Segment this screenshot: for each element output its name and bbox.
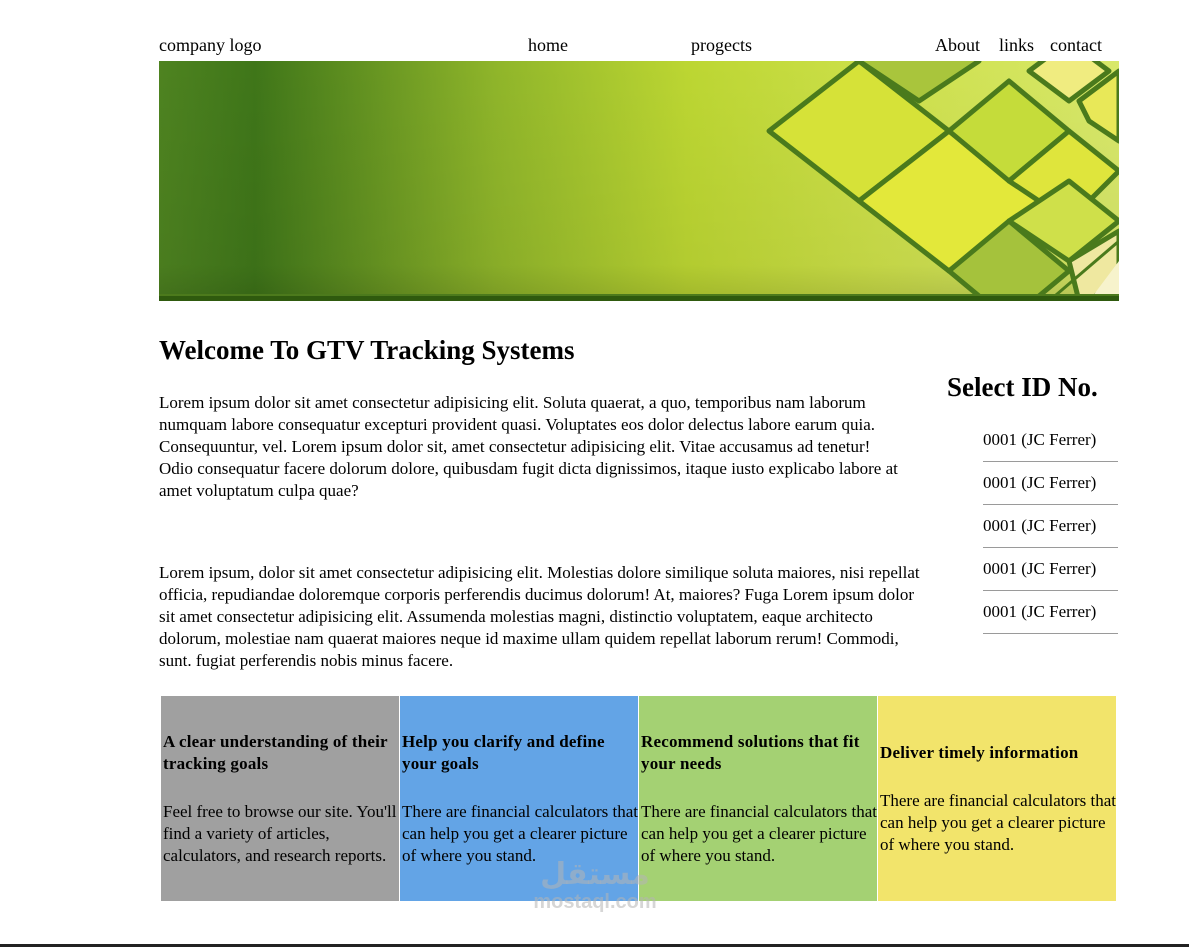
nav-link-projects[interactable]: progects (691, 35, 752, 55)
banner-graphic (159, 61, 1119, 301)
id-list-item[interactable]: 0001 (JC Ferrer) (983, 505, 1118, 548)
feature-title: Recommend solutions that fit your needs (641, 731, 860, 773)
page-title: Welcome To GTV Tracking Systems (159, 335, 575, 365)
feature-text: There are financial calculators that can help you get a clearer picture of where you stand. (880, 790, 1116, 854)
intro-paragraph-1: Lorem ipsum dolor sit amet consectetur adipisicing elit. Soluta quaerat, a quo, temporibus nam laborum numquam labore consequatur excepturi provident quasi. Voluptates eos dolor delectus labore earum quia. Consequuntur, vel. Lorem ipsum dolor sit, amet consectetur adipisicing elit. Vitae accusamus ad tenetur! Odio consequatur facere dolorum dolore, quibusdam fugit dicta dignissimos, itaque iusto explicabo labore at amet voluptatum culpa quae? (159, 393, 898, 500)
id-list-item[interactable]: 0001 (JC Ferrer) (983, 548, 1118, 591)
nav-link-home[interactable]: home (528, 35, 568, 55)
watermark-latin: mostaql.com (533, 891, 657, 913)
feature-text: There are financial calculators that can help you get a clearer picture of where you stand. (641, 801, 877, 865)
intro-paragraph-2: Lorem ipsum, dolor sit amet consectetur adipisicing elit. Molestias dolore similique soluta maiores, nisi repellat officia, repudiandae doloremque corporis perferendis ducimus dolorum! At, maiores? Fuga Lorem ipsum dolor sit amet consectetur adipisicing elit. Assumenda molestias magni, distinctio voluptatem, eaque architecto dolorum, molestiae nam quaerat maiores neque id maxime ullam quidem repellat laborum rerum! Commodi, sunt. fugiat perferendis nobis minus facere. (159, 563, 920, 670)
id-list-item[interactable]: 0001 (JC Ferrer) (983, 462, 1118, 505)
nav-link-links[interactable]: links (999, 35, 1035, 55)
feature-box-4 (878, 696, 1116, 901)
hero-banner (159, 61, 1119, 301)
feature-text: There are financial calculators that can help you get a clearer picture of where you stand. (402, 801, 638, 865)
sidebar-title: Select ID No. (947, 372, 1098, 402)
feature-text: Feel free to browse our site. You'll find a variety of articles, calculators, and research reports. (163, 801, 397, 865)
feature-box-3 (639, 696, 877, 901)
company-logo[interactable]: company logo (159, 35, 262, 55)
feature-title: Help you clarify and define your goals (402, 731, 605, 773)
id-list (983, 419, 1118, 634)
id-list-item[interactable]: 0001 (JC Ferrer) (983, 419, 1118, 462)
nav-link-contact[interactable]: contact (1050, 35, 1102, 55)
watermark (520, 860, 670, 914)
bottom-divider (0, 944, 1189, 947)
watermark-arabic: مستقل (540, 858, 650, 891)
feature-title: A clear understanding of their tracking goals (163, 731, 388, 773)
feature-box-1 (161, 696, 399, 901)
id-list-item[interactable]: 0001 (JC Ferrer) (983, 591, 1118, 634)
feature-title: Deliver timely information (880, 742, 1079, 762)
nav-link-about[interactable]: About (935, 35, 980, 55)
